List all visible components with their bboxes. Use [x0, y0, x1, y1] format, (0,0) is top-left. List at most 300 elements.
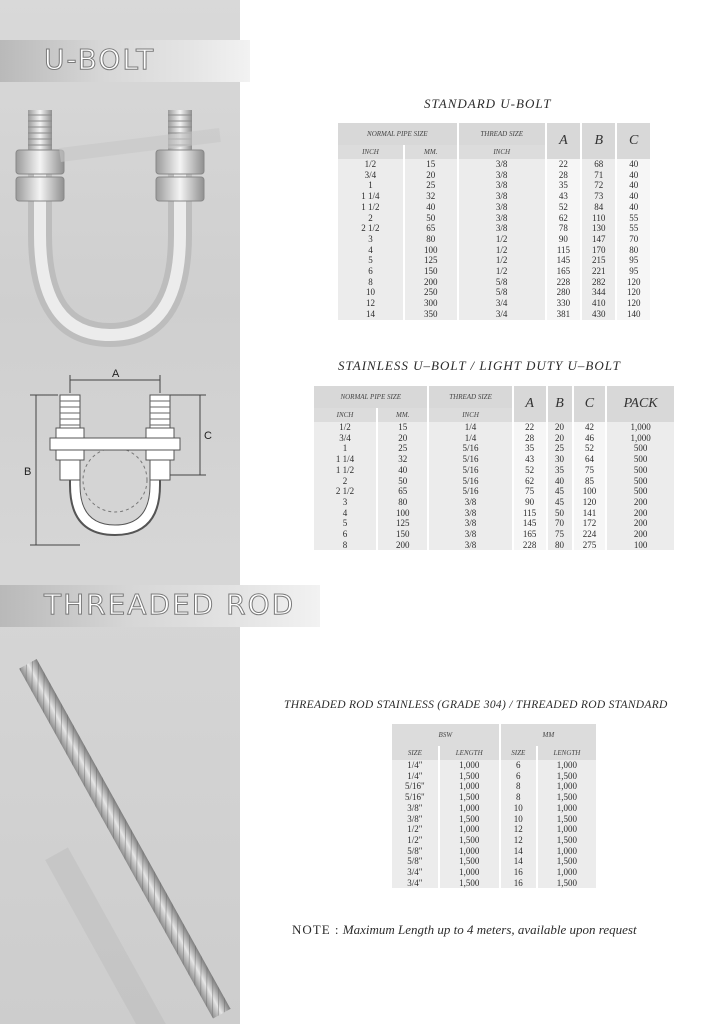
table-cell: 8 [500, 792, 537, 803]
table-cell: 52 [513, 465, 547, 476]
table-row [313, 422, 674, 433]
table-row [313, 529, 674, 540]
table-cell: 20 [404, 170, 458, 181]
table-cell: 5/16" [391, 781, 439, 792]
table-cell: 350 [404, 309, 458, 320]
col-thread-size: THREAD SIZE [428, 386, 512, 408]
table-cell: 5 [337, 255, 404, 266]
table-cell: 5/16 [428, 476, 512, 487]
table-cell: 224 [573, 529, 607, 540]
table-cell: 115 [546, 245, 581, 256]
table-row [391, 792, 596, 803]
table-cell: 1,000 [537, 803, 596, 814]
u-bolt-banner-title: U-BOLT [44, 43, 156, 76]
table-cell: 145 [513, 518, 547, 529]
table-cell: 28 [546, 170, 581, 181]
table-cell: 8 [500, 781, 537, 792]
table-cell: 1,000 [537, 760, 596, 771]
col-normal-pipe-size: NORMAL PIPE SIZE [313, 386, 428, 408]
table-cell: 1/2 [337, 159, 404, 170]
table-cell: 100 [573, 486, 607, 497]
table-cell: 1,500 [439, 878, 500, 889]
table-cell: 5 [313, 518, 377, 529]
table-cell: 145 [546, 255, 581, 266]
table-cell: 75 [513, 486, 547, 497]
col-size: SIZE [391, 746, 439, 760]
table-row [391, 781, 596, 792]
col-a: A [546, 123, 581, 159]
table-cell: 10 [500, 803, 537, 814]
table-cell: 62 [513, 476, 547, 487]
table-cell: 1,500 [537, 835, 596, 846]
standard-u-bolt-table [336, 123, 650, 320]
table-row [391, 856, 596, 867]
table-cell: 50 [404, 213, 458, 224]
table-cell: 200 [606, 529, 674, 540]
table-cell: 68 [581, 159, 616, 170]
table-cell: 40 [616, 180, 650, 191]
table-cell: 52 [546, 202, 581, 213]
table-row [313, 476, 674, 487]
col-b: B [547, 386, 573, 422]
table-cell: 95 [616, 255, 650, 266]
table-cell: 1 1/4 [313, 454, 377, 465]
table-cell: 215 [581, 255, 616, 266]
table-cell: 410 [581, 298, 616, 309]
table-row [313, 465, 674, 476]
table-cell: 84 [581, 202, 616, 213]
table-cell: 500 [606, 465, 674, 476]
threaded-rod-photo [0, 640, 240, 1024]
table-cell: 1,500 [439, 814, 500, 825]
stainless-u-bolt-table [312, 386, 674, 550]
table-cell: 1/2" [391, 824, 439, 835]
table-cell: 3/8 [428, 497, 512, 508]
table-cell: 16 [500, 878, 537, 889]
table-cell: 330 [546, 298, 581, 309]
table-row [391, 867, 596, 878]
table-cell: 40 [616, 170, 650, 181]
table-cell: 1/4" [391, 771, 439, 782]
table-cell: 55 [616, 213, 650, 224]
table-row [391, 771, 596, 782]
table-cell: 3/4 [458, 298, 546, 309]
col-a: A [513, 386, 547, 422]
threaded-rod-table [390, 724, 596, 888]
table-cell: 43 [513, 454, 547, 465]
col-thread-size: THREAD SIZE [458, 123, 546, 145]
table-cell: 80 [547, 540, 573, 551]
table-cell: 6 [500, 760, 537, 771]
table-cell: 1,500 [537, 814, 596, 825]
table-cell: 221 [581, 266, 616, 277]
table-cell: 5/16 [428, 454, 512, 465]
table-cell: 110 [581, 213, 616, 224]
table-cell: 130 [581, 223, 616, 234]
table-cell: 15 [377, 422, 428, 433]
table-cell: 1/4" [391, 760, 439, 771]
table-row [337, 255, 650, 266]
table-cell: 5/16" [391, 792, 439, 803]
table-cell: 1,000 [537, 846, 596, 857]
col-mm: MM. [404, 145, 458, 159]
table-cell: 1,000 [439, 846, 500, 857]
table-cell: 14 [500, 856, 537, 867]
table-cell: 150 [377, 529, 428, 540]
table-cell: 8 [337, 277, 404, 288]
table-cell: 35 [547, 465, 573, 476]
threaded-rod-banner [0, 585, 320, 627]
col-c: C [573, 386, 607, 422]
table-row [337, 277, 650, 288]
table-cell: 1,500 [439, 792, 500, 803]
table-cell: 141 [573, 508, 607, 519]
table-cell: 125 [404, 255, 458, 266]
table-row [337, 213, 650, 224]
table-cell: 42 [573, 422, 607, 433]
table-row [337, 298, 650, 309]
table-cell: 5/16 [428, 443, 512, 454]
col-mm: MM [500, 724, 596, 746]
table-cell: 16 [500, 867, 537, 878]
table-cell: 80 [377, 497, 428, 508]
table-cell: 3/4" [391, 878, 439, 889]
table-cell: 120 [616, 277, 650, 288]
u-bolt-banner [0, 40, 250, 82]
col-thread-inch: INCH [428, 408, 512, 422]
table-cell: 200 [606, 508, 674, 519]
table-row [313, 486, 674, 497]
table-cell: 500 [606, 454, 674, 465]
table-row [313, 518, 674, 529]
table-cell: 1,000 [439, 760, 500, 771]
table-row [337, 159, 650, 170]
table-cell: 3/8 [458, 170, 546, 181]
table-cell: 30 [547, 454, 573, 465]
table-cell: 1/2 [458, 234, 546, 245]
table-cell: 90 [513, 497, 547, 508]
table-row [313, 433, 674, 444]
table-row [391, 835, 596, 846]
table-cell: 90 [546, 234, 581, 245]
table-cell: 1,000 [439, 781, 500, 792]
table-row [313, 497, 674, 508]
table-cell: 28 [513, 433, 547, 444]
table-cell: 3/8 [428, 540, 512, 551]
table-cell: 1,000 [439, 803, 500, 814]
table-cell: 275 [573, 540, 607, 551]
table-cell: 1/2 [313, 422, 377, 433]
table-cell: 65 [377, 486, 428, 497]
table-cell: 165 [546, 266, 581, 277]
table-cell: 10 [337, 287, 404, 298]
table-cell: 1 1/2 [313, 465, 377, 476]
table-cell: 40 [547, 476, 573, 487]
table-cell: 6 [500, 771, 537, 782]
table-cell: 1,000 [537, 781, 596, 792]
table-cell: 1/2 [458, 266, 546, 277]
table-cell: 70 [616, 234, 650, 245]
table-row [337, 245, 650, 256]
col-bsw: BSW [391, 724, 500, 746]
table-cell: 80 [404, 234, 458, 245]
table-cell: 282 [581, 277, 616, 288]
u-bolt-dimension-diagram [20, 365, 240, 555]
table-cell: 1/2 [458, 255, 546, 266]
table-cell: 3/4 [458, 309, 546, 320]
table-cell: 65 [404, 223, 458, 234]
table-cell: 62 [546, 213, 581, 224]
table-cell: 4 [313, 508, 377, 519]
col-pack: PACK [606, 386, 674, 422]
table-cell: 15 [404, 159, 458, 170]
table-cell: 3/4 [313, 433, 377, 444]
table-cell: 40 [616, 202, 650, 213]
table-cell: 46 [573, 433, 607, 444]
table-cell: 1,500 [439, 835, 500, 846]
table-cell: 32 [377, 454, 428, 465]
table-row [337, 180, 650, 191]
table-cell: 1/2" [391, 835, 439, 846]
table-cell: 150 [404, 266, 458, 277]
table-cell: 12 [337, 298, 404, 309]
table-cell: 95 [616, 266, 650, 277]
col-size-mm: SIZE [500, 746, 537, 760]
dimension-label-b: B [24, 466, 32, 478]
table-cell: 2 [337, 213, 404, 224]
table-cell: 5/8" [391, 856, 439, 867]
table-cell: 40 [377, 465, 428, 476]
table-cell: 2 [313, 476, 377, 487]
table-cell: 1/4 [428, 422, 512, 433]
table-cell: 20 [547, 422, 573, 433]
col-c: C [616, 123, 650, 159]
table-cell: 100 [606, 540, 674, 551]
table-row [337, 287, 650, 298]
table-cell: 228 [513, 540, 547, 551]
table-row [391, 846, 596, 857]
table-cell: 1 1/2 [337, 202, 404, 213]
note-label: NOTE : [292, 922, 340, 937]
table-cell: 200 [377, 540, 428, 551]
stainless-u-bolt-title: STAINLESS U–BOLT / LIGHT DUTY U–BOLT [338, 358, 621, 373]
table-cell: 73 [581, 191, 616, 202]
table-cell: 200 [606, 497, 674, 508]
table-cell: 5/16 [428, 465, 512, 476]
table-cell: 430 [581, 309, 616, 320]
table-cell: 12 [500, 824, 537, 835]
table-cell: 500 [606, 476, 674, 487]
table-cell: 140 [616, 309, 650, 320]
table-cell: 3/8 [458, 159, 546, 170]
table-cell: 3/4 [337, 170, 404, 181]
table-cell: 55 [616, 223, 650, 234]
table-cell: 2 1/2 [313, 486, 377, 497]
table-cell: 100 [404, 245, 458, 256]
table-cell: 120 [616, 298, 650, 309]
table-cell: 12 [500, 835, 537, 846]
table-cell: 78 [546, 223, 581, 234]
table-cell: 3/8 [458, 213, 546, 224]
table-cell: 1,500 [439, 771, 500, 782]
table-cell: 14 [337, 309, 404, 320]
col-inch: INCH [313, 408, 377, 422]
table-row [391, 760, 596, 771]
length-note [292, 922, 637, 938]
table-cell: 3 [337, 234, 404, 245]
table-row [313, 454, 674, 465]
table-cell: 3/8 [428, 529, 512, 540]
table-cell: 14 [500, 846, 537, 857]
table-cell: 3/4" [391, 867, 439, 878]
table-cell: 6 [337, 266, 404, 277]
table-cell: 10 [500, 814, 537, 825]
col-length: LENGTH [439, 746, 500, 760]
threaded-rod-title: THREADED ROD STAINLESS (GRADE 304) / THREADED ROD STANDARD [284, 699, 668, 711]
table-row [391, 803, 596, 814]
table-cell: 35 [513, 443, 547, 454]
table-cell: 20 [547, 433, 573, 444]
table-cell: 72 [581, 180, 616, 191]
table-cell: 147 [581, 234, 616, 245]
table-cell: 3/8 [458, 191, 546, 202]
table-cell: 1,500 [537, 856, 596, 867]
table-cell: 1/4 [428, 433, 512, 444]
table-cell: 1 [313, 443, 377, 454]
table-cell: 1,000 [606, 422, 674, 433]
table-cell: 2 1/2 [337, 223, 404, 234]
table-cell: 1,000 [537, 824, 596, 835]
table-cell: 381 [546, 309, 581, 320]
table-cell: 40 [404, 202, 458, 213]
table-cell: 5/8 [458, 287, 546, 298]
table-row [391, 824, 596, 835]
table-cell: 85 [573, 476, 607, 487]
table-cell: 35 [546, 180, 581, 191]
table-cell: 64 [573, 454, 607, 465]
table-cell: 172 [573, 518, 607, 529]
table-cell: 40 [616, 159, 650, 170]
table-row [391, 878, 596, 889]
table-cell: 200 [606, 518, 674, 529]
table-cell: 344 [581, 287, 616, 298]
table-row [313, 540, 674, 551]
table-cell: 6 [313, 529, 377, 540]
table-cell: 80 [616, 245, 650, 256]
table-row [337, 223, 650, 234]
table-cell: 22 [546, 159, 581, 170]
u-bolt-photo [0, 95, 240, 355]
table-cell: 120 [573, 497, 607, 508]
table-cell: 71 [581, 170, 616, 181]
table-cell: 125 [377, 518, 428, 529]
table-row [337, 309, 650, 320]
note-text: Maximum Length up to 4 meters, available upon request [342, 922, 637, 937]
table-cell: 40 [616, 191, 650, 202]
table-cell: 3/8 [458, 202, 546, 213]
table-cell: 1,500 [537, 792, 596, 803]
table-cell: 4 [337, 245, 404, 256]
col-length-mm: LENGTH [537, 746, 596, 760]
col-thread-inch: INCH [458, 145, 546, 159]
table-cell: 8 [313, 540, 377, 551]
table-cell: 1 [337, 180, 404, 191]
table-cell: 45 [547, 497, 573, 508]
table-cell: 5/16 [428, 486, 512, 497]
table-cell: 250 [404, 287, 458, 298]
table-cell: 25 [377, 443, 428, 454]
table-cell: 45 [547, 486, 573, 497]
table-cell: 500 [606, 486, 674, 497]
table-cell: 75 [573, 465, 607, 476]
table-cell: 1,500 [439, 856, 500, 867]
table-cell: 3/8 [458, 223, 546, 234]
table-cell: 22 [513, 422, 547, 433]
table-cell: 25 [547, 443, 573, 454]
table-cell: 25 [404, 180, 458, 191]
table-cell: 20 [377, 433, 428, 444]
table-cell: 75 [547, 529, 573, 540]
table-cell: 1/2 [458, 245, 546, 256]
table-cell: 1,000 [537, 867, 596, 878]
col-normal-pipe-size: NORMAL PIPE SIZE [337, 123, 458, 145]
table-cell: 50 [377, 476, 428, 487]
table-row [313, 508, 674, 519]
table-cell: 170 [581, 245, 616, 256]
table-cell: 5/8 [458, 277, 546, 288]
col-mm: MM. [377, 408, 428, 422]
table-cell: 3/8 [458, 180, 546, 191]
table-row [337, 234, 650, 245]
table-cell: 3/8 [428, 518, 512, 529]
table-cell: 50 [547, 508, 573, 519]
table-cell: 3 [313, 497, 377, 508]
table-row [313, 443, 674, 454]
table-cell: 5/8" [391, 846, 439, 857]
table-cell: 70 [547, 518, 573, 529]
table-row [337, 170, 650, 181]
table-cell: 1,500 [537, 771, 596, 782]
table-cell: 120 [616, 287, 650, 298]
table-cell: 165 [513, 529, 547, 540]
table-row [337, 202, 650, 213]
standard-u-bolt-title: STANDARD U-BOLT [424, 96, 552, 111]
table-cell: 3/8" [391, 803, 439, 814]
table-cell: 1,000 [606, 433, 674, 444]
col-inch: INCH [337, 145, 404, 159]
dimension-label-c: C [204, 430, 212, 442]
table-cell: 1,000 [439, 867, 500, 878]
table-cell: 52 [573, 443, 607, 454]
table-cell: 200 [404, 277, 458, 288]
table-row [391, 814, 596, 825]
table-row [337, 191, 650, 202]
dimension-label-a: A [112, 368, 120, 380]
table-cell: 3/8" [391, 814, 439, 825]
col-b: B [581, 123, 616, 159]
table-cell: 228 [546, 277, 581, 288]
threaded-rod-banner-title: THREADED ROD [44, 588, 296, 621]
table-cell: 1 1/4 [337, 191, 404, 202]
table-cell: 100 [377, 508, 428, 519]
table-cell: 500 [606, 443, 674, 454]
table-cell: 280 [546, 287, 581, 298]
table-cell: 43 [546, 191, 581, 202]
table-cell: 300 [404, 298, 458, 309]
table-cell: 32 [404, 191, 458, 202]
table-cell: 1,500 [537, 878, 596, 889]
table-cell: 1,000 [439, 824, 500, 835]
